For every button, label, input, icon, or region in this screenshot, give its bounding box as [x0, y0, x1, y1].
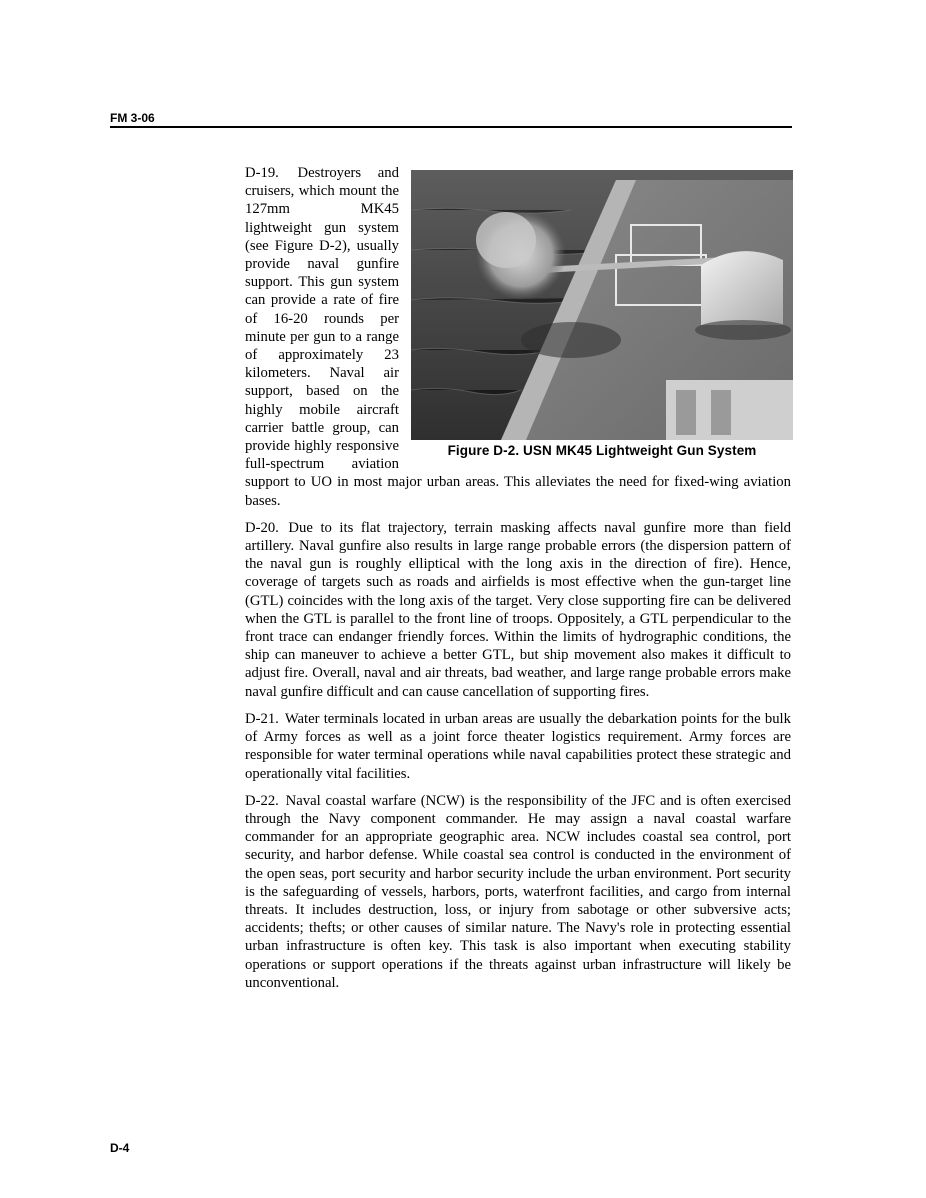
paragraph-text: Naval coastal warfare (NCW) is the responsibility of the JFC and is often exercised through the Navy component commander. He may assign a naval coastal warfare commander for an appropriate geographic area. NCW includes coastal sea control, port security, and harbor defense. While coastal sea control is conducted in the environment of the open seas, port security and harbor security include the urban environment. Port security is the safeguarding of vessels, harbors, ports, waterfront facilities, and cargo from internal threats. It includes destruction, loss, or injury from sabotage or other subversive acts; accidents; thefts; or other causes of similar nature. The Navy's role in protecting essential urban infrastructure is often key. This task is also important when executing stability operations or support operations if the threats against urban infrastructure will likely be unconventional.: [245, 792, 792, 991]
gun-system-photo: [411, 170, 793, 440]
manual-number: FM 3-06: [110, 111, 158, 125]
paragraph-text: Destroyers and cruisers, which mount the 127mm MK45 lightweight gun system (see Figure D-2), usually provide naval gunfire support. This gun system can provide a rate of fire of 16-20 rounds per minute per gun to a range of approximately 23 kilometers. Naval air support, based on the highly mobile aircraft carrier battle group, can provide highly responsive full-spectrum aviation support to UO in most major urban areas. This alleviates the need for fixed-wing aviation bases.: [245, 165, 791, 509]
figure-d-2: [411, 170, 793, 460]
paragraph-text: Water terminals located in urban areas are usually the debarkation points for the bulk of Army forces as well as a joint force theater logistics requirement. Army forces are responsible for water terminal operations while naval capabilities protect these strategic and operationally vital facilities.: [245, 710, 791, 782]
page-body: [245, 164, 791, 1001]
page-header: [110, 108, 792, 128]
paragraph-number: D-19.: [245, 165, 279, 181]
paragraph-number: D-21.: [245, 710, 279, 727]
paragraph-number: D-22.: [245, 792, 279, 809]
paragraph-d-22: [245, 792, 791, 992]
paragraph-number: D-20.: [245, 519, 279, 536]
paragraph-text: Due to its flat trajectory, terrain masking affects naval gunfire more than field artillery. Naval gunfire also results in large range probable errors (the dispersion pattern of the naval gun is roughly elliptical with the long axis in the direction of fire). Hence, coverage of targets such as roads and airfields is most effective when the gun-target line (GTL) coincides with the long axis of the target. Very close supporting fire can be delivered when the GTL is parallel to the front line of troops. Oppositely, a GTL perpendicular to the front trace can endanger friendly forces. Within the limits of hydrographic conditions, the ship can maneuver to achieve a better GTL, but ship movement also makes it difficult to adjust fire. Overall, naval and air threats, bad weather, and large range probable errors make naval gunfire difficult and can cause cancellation of supporting fires.: [245, 519, 791, 700]
paragraph-d-20: [245, 519, 791, 701]
paragraph-d-21: [245, 710, 791, 783]
page-number: D-4: [110, 1141, 130, 1155]
figure-caption: Figure D-2. USN MK45 Lightweight Gun System: [447, 443, 757, 458]
